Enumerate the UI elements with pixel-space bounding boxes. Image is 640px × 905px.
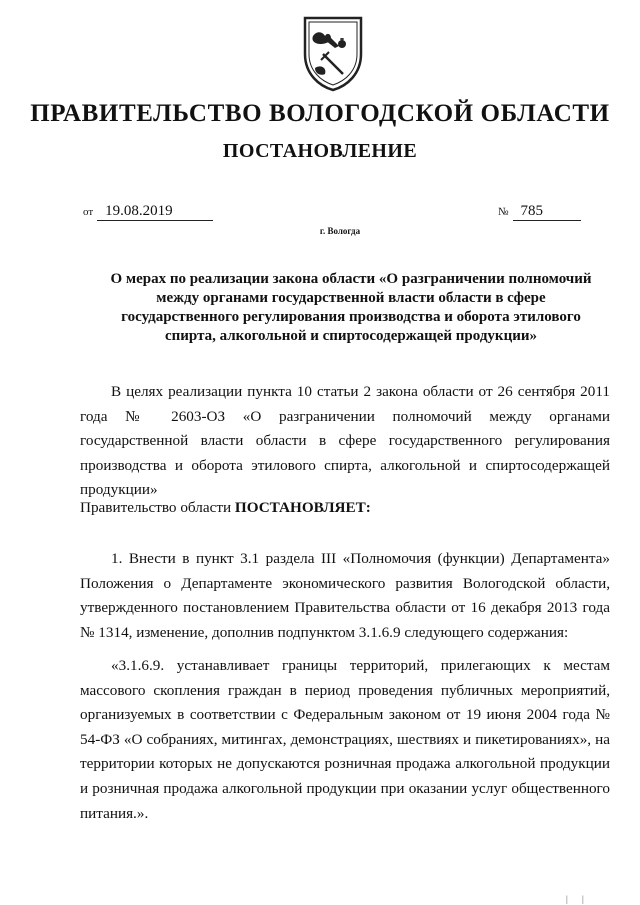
page-edge-marks: | | (566, 894, 590, 904)
resolves-prefix: Правительство области (80, 499, 235, 516)
resolves-paragraph (80, 496, 610, 521)
document-date (83, 203, 213, 221)
resolves-word: ПОСТАНОВЛЯЕТ: (234, 499, 371, 516)
date-value: 19.08.2019 (97, 203, 213, 221)
item-1-paragraph: 1. Внести в пункт 3.1 раздела III «Полномочия (функции) Департамента» Положения о Департаменте экономического развития Вологодской области, утвержденного постановлением Правительства области от 16 декабря 2013 года № 1314, изменение, дополнив подпунктом 3.1.6.9 следующего содержания: (80, 550, 610, 641)
number-value: 785 (513, 203, 581, 221)
government-title: ПРАВИТЕЛЬСТВО ВОЛОГОДСКОЙ ОБЛАСТИ (30, 100, 610, 127)
date-prefix: от (83, 206, 94, 218)
number-prefix: № (498, 206, 509, 218)
preamble-paragraph: В целях реализации пункта 10 статьи 2 закона области от 26 сентября 2011 года № 2603-ОЗ «О разграничении полномочий между органами государственной власти области в сфере государственного регулирования производства и оборота этилового спирта, алкогольной и спиртосодержащей продукции» (80, 383, 610, 499)
document-type: ПОСТАНОВЛЕНИЕ (222, 140, 418, 162)
coat-of-arms-icon (301, 14, 365, 92)
city-label: г. Вологда (319, 226, 361, 236)
document-heading: О мерах по реализации закона области «О разграничении полномочий между органами государственной власти области в сфере государственного регулирования производства и оборота этилового спирта, алкогольной и спиртосодержащей продукции» (110, 271, 592, 344)
item-1-quote-paragraph: «3.1.6.9. устанавливает границы территорий, прилегающих к местам массового скопления граждан в период проведения публичных мероприятий, организуемых в соответствии с Федеральным законом от 19 июня 2004 года № 54-ФЗ «О собраниях, митингах, демонстрациях, шествиях и пикетированиях», на территории которых не допускаются розничная продажа алкогольной продукции и розничная продажа алкогольной продукции при оказании услуг общественного питания.». (80, 657, 610, 822)
document-number (498, 203, 581, 221)
